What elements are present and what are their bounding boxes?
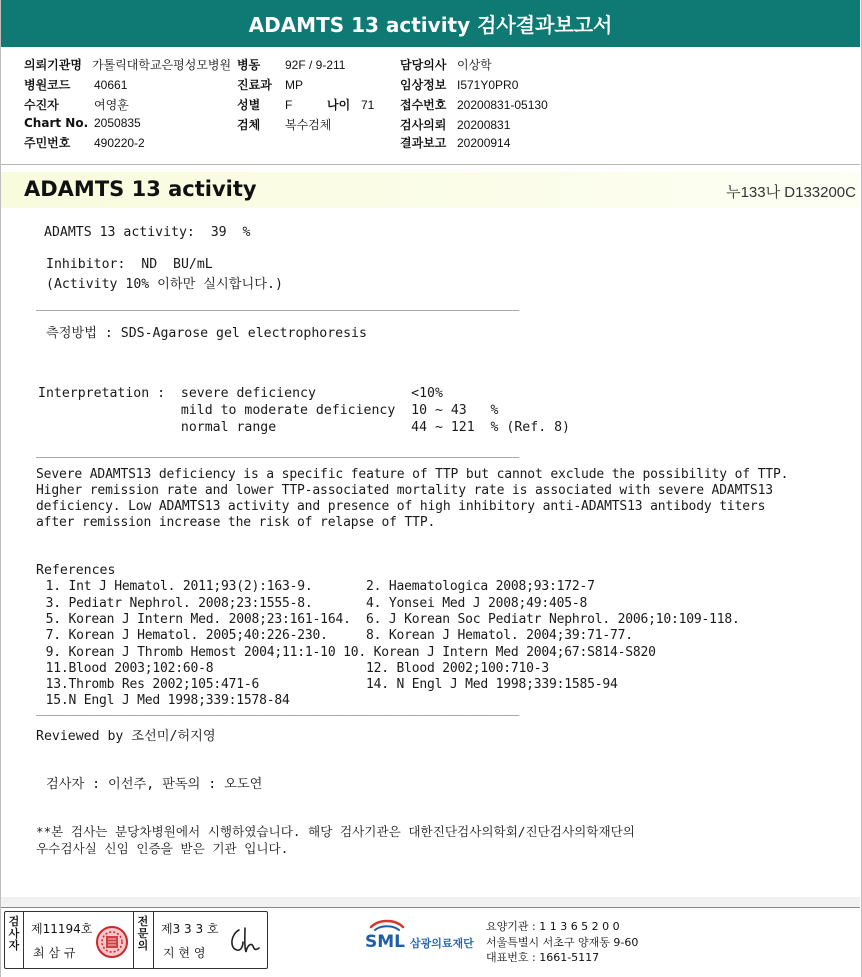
value-ward: 92F / 9-211 <box>285 58 346 72</box>
inhibitor-result: Inhibitor: ND BU/mL <box>46 257 213 272</box>
reference-line: 7. Korean J Hematol. 2005;40:226-230. 8. Korean J Hematol. 2004;39:71-77. <box>38 628 633 643</box>
value-doctor: 이상학 <box>457 58 492 72</box>
value-specimen: 복수검체 <box>285 118 332 132</box>
reviewed-by: Reviewed by 조선미/허지영 <box>36 729 216 744</box>
info-row-2 <box>24 76 127 93</box>
value-patient: 여영훈 <box>94 98 129 112</box>
separator-line: ______________________________________________________________________________________ <box>36 300 520 311</box>
info-row-5 <box>24 134 145 151</box>
cell-divider <box>23 912 24 968</box>
info-specimen <box>237 116 331 133</box>
info-department <box>237 76 303 93</box>
signature-icon <box>225 924 263 958</box>
label-chart-no: Chart No. <box>24 116 89 130</box>
value-sex: F <box>285 98 293 112</box>
cell-divider <box>153 912 154 968</box>
references-heading: References <box>36 563 116 578</box>
org-license-line: 요양기관 : 1 1 3 6 5 2 0 0 <box>486 920 620 933</box>
label-age: 나이 <box>327 98 351 112</box>
info-row-1 <box>24 56 231 73</box>
label-hospital-code: 병원코드 <box>24 78 71 92</box>
label-request-date: 검사의뢰 <box>400 118 447 132</box>
footer-band <box>1 897 860 907</box>
specialist-vertical-label: 전 문 의 <box>137 915 149 952</box>
specialist-license-no: 제3 3 3 호 <box>161 922 219 936</box>
value-hospital-code: 40661 <box>94 78 128 92</box>
info-sex <box>237 96 374 113</box>
signature-box <box>4 911 268 969</box>
label-receipt-no: 접수번호 <box>400 98 447 112</box>
info-row-3 <box>24 96 129 113</box>
label-report-date: 결과보고 <box>400 136 447 150</box>
info-doctor <box>400 56 492 73</box>
logo-letters: SML <box>365 932 405 952</box>
reference-line: 13.Thromb Res 2002;105:471-6 14. N Engl J Med 1998;339:1585-94 <box>38 677 618 692</box>
value-receipt-no: 20200831-05130 <box>457 98 548 112</box>
separator-line: ______________________________________________________________________________________ <box>36 447 520 458</box>
value-report-date: 20200914 <box>457 136 511 150</box>
activity-result: ADAMTS 13 activity: 39 % <box>44 225 251 240</box>
interpretation-line-3: normal range 44 ~ 121 % (Ref. 8) <box>38 420 570 435</box>
examiner-line: 검사자 : 이선주, 판독의 : 오도연 <box>46 777 263 792</box>
label-resident-no: 주민번호 <box>24 136 71 150</box>
examiner-license-no: 제11194호 <box>31 922 93 936</box>
inhibitor-note: (Activity 10% 이하만 실시합니다.) <box>46 277 283 292</box>
info-receipt <box>400 96 548 113</box>
value-chart-no: 2050835 <box>94 116 141 130</box>
sml-logo <box>365 918 474 958</box>
label-patient: 수진자 <box>24 98 59 112</box>
info-ward <box>237 56 345 73</box>
interpretation-line-1: Interpretation : severe deficiency <10% <box>38 386 443 401</box>
value-requesting-institution: 가톨릭대학교은평성모병원 <box>92 58 232 72</box>
info-row-4 <box>24 116 141 130</box>
value-age: 71 <box>361 98 375 112</box>
footer-divider <box>1 907 860 908</box>
label-requesting-institution: 의뢰기관명 <box>24 58 82 72</box>
method-line: 측정방법 : SDS-Agarose gel electrophoresis <box>46 326 367 341</box>
logo-org-name: 삼광의료재단 <box>410 937 474 950</box>
value-department: MP <box>285 78 303 92</box>
section-title: ADAMTS 13 activity <box>24 177 257 201</box>
info-clinical <box>400 76 518 93</box>
footnote-line-1: **본 검사는 분당차병원에서 시행하였습니다. 해당 검사기관은 대한진단검사의학회/진단검사의학재단의 <box>36 824 635 839</box>
label-clinical-info: 임상정보 <box>400 78 447 92</box>
header-divider <box>1 164 860 165</box>
reference-line: 9. Korean J Thromb Hemost 2004;11:1-10 10. Korean J Intern Med 2004;67:S814-S820 <box>38 645 656 660</box>
label-department: 진료과 <box>237 78 272 92</box>
examiner-seal-icon <box>95 925 129 959</box>
organization-info <box>486 919 638 966</box>
examiner-vertical-label: 검 사 자 <box>8 915 20 952</box>
org-address-line: 서울특별시 서초구 양재동 9-60 <box>486 935 639 949</box>
report-title: ADAMTS 13 activity 검사결과보고서 <box>1 0 860 47</box>
label-doctor: 담당의사 <box>400 58 447 72</box>
label-ward: 병동 <box>237 58 261 72</box>
comment-line-1: Severe ADAMTS13 deficiency is a specific feature of TTP but cannot exclude the possibility of TTP. <box>36 467 789 482</box>
comment-line-3: deficiency. Low ADAMTS13 activity and presence of high inhibitory anti-ADAMTS13 antibody titers <box>36 499 766 514</box>
reference-line: 3. Pediatr Nephrol. 2008;23:1555-8. 4. Yonsei Med J 2008;49:405-8 <box>38 596 588 611</box>
section-code: 누133나 D133200C <box>726 184 856 201</box>
label-specimen: 검체 <box>237 118 261 132</box>
value-clinical-info: I571Y0PR0 <box>457 78 519 92</box>
info-report-date <box>400 134 510 151</box>
reference-line: 1. Int J Hematol. 2011;93(2):163-9. 2. Haematologica 2008;93:172-7 <box>38 579 595 594</box>
reference-line: 5. Korean J Intern Med. 2008;23:161-164. 6. J Korean Soc Pediatr Nephrol. 2006;10:109-118. <box>38 612 740 627</box>
reference-line: 11.Blood 2003;102:60-8 12. Blood 2002;100:710-3 <box>38 661 549 676</box>
interpretation-line-2: mild to moderate deficiency 10 ~ 43 % <box>38 403 499 418</box>
comment-line-2: Higher remission rate and lower TTP-associated mortality rate is associated with severe ADAMTS13 <box>36 483 773 498</box>
org-phone-line: 대표번호 : 1661-5117 <box>486 951 600 964</box>
label-sex: 성별 <box>237 98 261 112</box>
value-request-date: 20200831 <box>457 118 511 132</box>
cell-divider <box>133 912 134 968</box>
reference-line: 15.N Engl J Med 1998;339:1578-84 <box>38 693 290 708</box>
footnote-line-2: 우수검사실 신임 인증을 받은 기관 입니다. <box>36 841 289 856</box>
value-resident-no: 490220-2 <box>94 136 145 150</box>
separator-line: ______________________________________________________________________________________ <box>36 705 520 716</box>
examiner-name: 최 삼 규 <box>33 946 76 960</box>
specialist-name: 지 현 영 <box>163 946 206 960</box>
comment-line-4: after remission increase the risk of relapse of TTP. <box>36 515 436 530</box>
info-request-date <box>400 116 510 133</box>
